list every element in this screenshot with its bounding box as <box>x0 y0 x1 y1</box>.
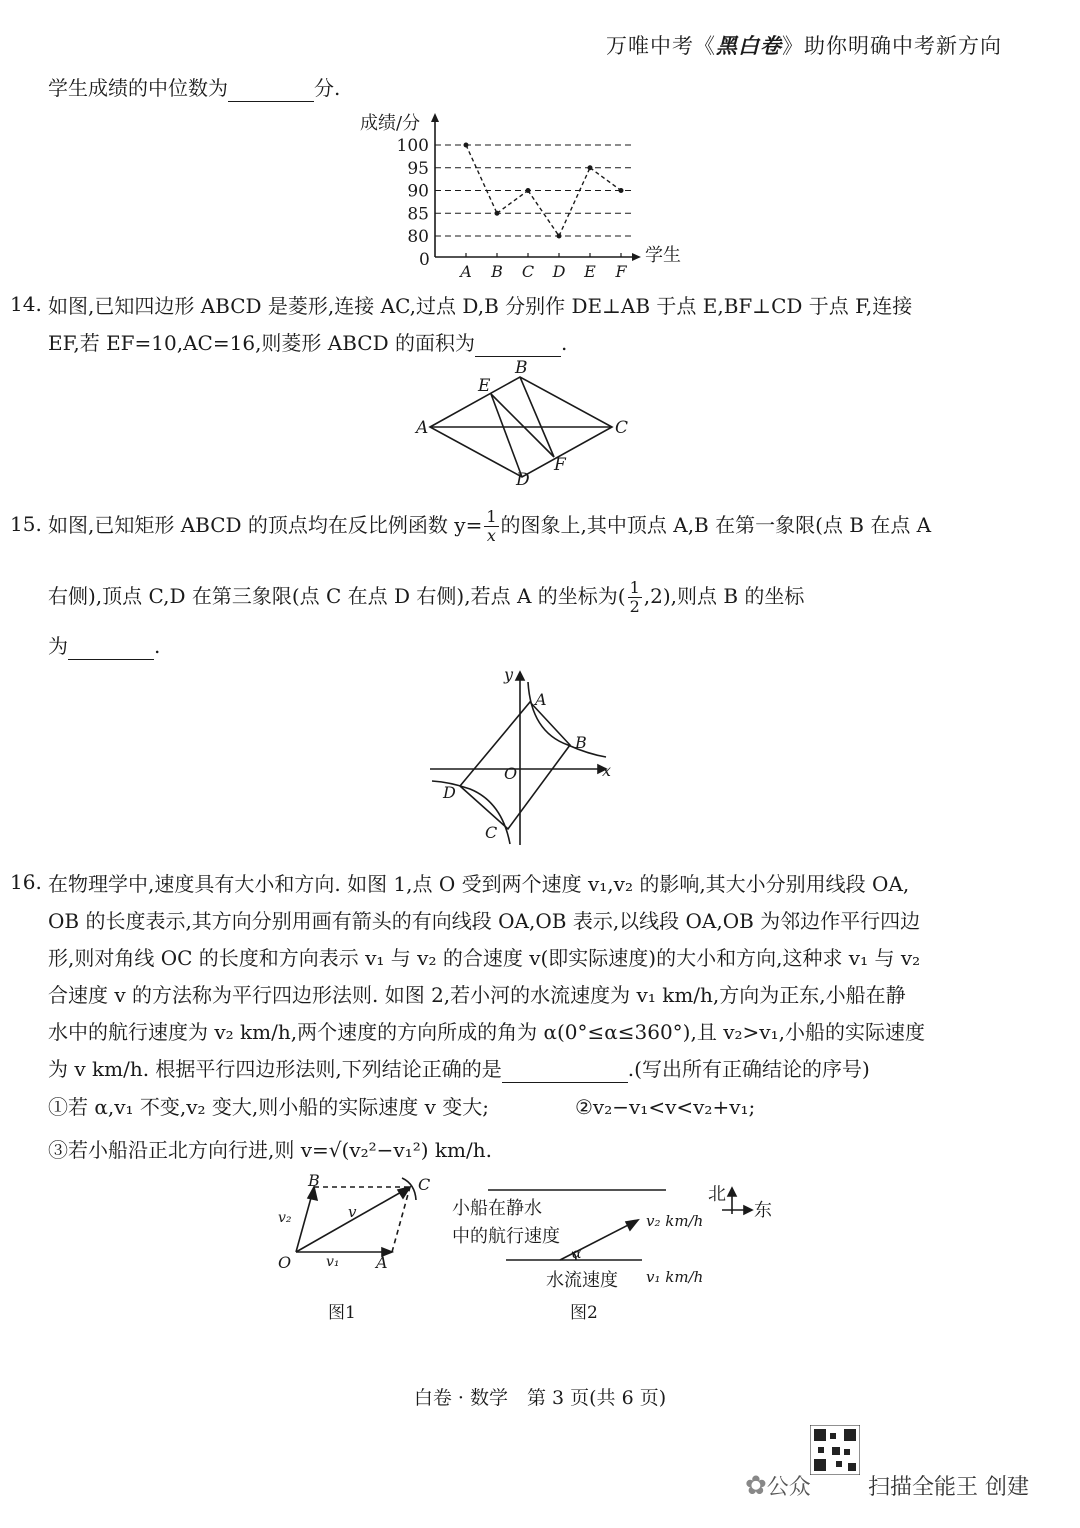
label-b: B <box>575 733 587 752</box>
label-c: C <box>485 823 498 842</box>
q15-line3: 为 . <box>48 634 161 658</box>
x-tick-label: C <box>521 262 535 280</box>
qr-code-icon[interactable] <box>810 1425 860 1475</box>
q16-line2: OB 的长度表示,其方向分别用画有箭头的有向线段 OA,OB 表示,以线段 OA,OB 为邻边作平行四边 <box>48 909 921 933</box>
x-tick-label: E <box>584 262 596 280</box>
figure-2-caption: 图2 <box>570 1303 598 1323</box>
page-header: 万唯中考《黑白卷》助你明确中考新方向 <box>606 34 1002 58</box>
q14-line2: EF,若 EF=10,AC=16,则菱形 ABCD 的面积为 . <box>48 331 568 355</box>
wechat-icon: ✿ <box>745 1471 767 1501</box>
q14-line1: 如图,已知四边形 ABCD 是菱形,连接 AC,过点 D,B 分别作 DE⊥AB 于点 E,BF⊥CD 于点 F,连接 <box>48 294 913 318</box>
label-d: D <box>443 783 456 802</box>
label-e: E <box>478 376 491 396</box>
segment-ef <box>491 394 554 457</box>
y-axis-arrow <box>516 672 524 680</box>
x-tick-label: B <box>491 262 503 280</box>
q16-line5: 水中的航行速度为 v₂ km/h,两个速度的方向所成的角为 α(0°≤α≤360°),且 v₂>v₁,小船的实际速度 <box>48 1020 925 1044</box>
q15-line1: 如图,已知矩形 ABCD 的顶点均在反比例函数 y= $\frac{1}{x}$ 的图象上,其中顶点 A,B 在第一象限(点 B 在点 A <box>48 507 932 545</box>
y-tick-label: 80 <box>407 227 429 247</box>
q14-number: 14. <box>10 292 42 316</box>
label-b: B <box>515 360 528 378</box>
label-c: C <box>418 1175 431 1194</box>
label-a: A <box>535 690 547 709</box>
data-point <box>495 211 500 216</box>
data-point <box>557 234 562 239</box>
q15-number: 15. <box>10 512 42 536</box>
data-point <box>526 188 531 193</box>
label-alpha: α <box>572 1246 582 1262</box>
q16-option-1: ①若 α,v₁ 不变,v₂ 变大,则小船的实际速度 v 变大; <box>48 1095 490 1119</box>
watermark-left: ✿公众 <box>745 1471 811 1501</box>
figure-1-parallelogram <box>270 1170 450 1330</box>
q16-line1: 在物理学中,速度具有大小和方向. 如图 1,点 O 受到两个速度 v₁,v₂ 的影响,其大小分别用线段 OA, <box>48 872 910 896</box>
hyperbola-figure <box>428 662 618 852</box>
q16-number: 16. <box>10 870 42 894</box>
data-line-segment <box>590 168 621 191</box>
y-tick-label: 100 <box>396 136 429 156</box>
figure-2-river <box>440 1172 780 1332</box>
answer-blank[interactable] <box>228 79 314 102</box>
label-x: x <box>602 761 612 780</box>
answer-blank[interactable] <box>475 334 561 357</box>
page-footer: 白卷 · 数学 第 3 页(共 6 页) <box>413 1387 667 1409</box>
data-point <box>464 143 469 148</box>
label-d: D <box>516 470 530 490</box>
label-b: B <box>308 1171 320 1190</box>
data-point <box>619 188 624 193</box>
label-v2: v₂ <box>278 1210 292 1226</box>
y-axis-label: 成绩/分 <box>360 113 421 134</box>
x-axis-label: 学生 <box>645 245 681 266</box>
label-f: F <box>554 455 566 475</box>
segment-bf <box>520 377 554 457</box>
x-tick-label: D <box>552 262 566 280</box>
label-still-water: 小船在静水 <box>452 1198 542 1219</box>
label-v1: v₁ <box>326 1254 340 1270</box>
y-axis-arrow <box>431 113 439 122</box>
data-line-segment <box>528 191 559 237</box>
score-line-chart <box>350 105 700 280</box>
answer-blank[interactable] <box>68 637 154 660</box>
dashed-ac <box>392 1187 410 1252</box>
segment-de <box>491 394 522 477</box>
label-a: A <box>416 418 429 438</box>
rhombus-figure <box>408 360 638 490</box>
label-a: A <box>376 1253 388 1272</box>
label-still-water-2: 中的航行速度 <box>452 1226 560 1247</box>
origin-label: 0 <box>419 250 430 270</box>
label-east: 东 <box>754 1200 772 1221</box>
label-flow: 水流速度 <box>546 1270 618 1291</box>
y-tick-label: 95 <box>407 158 429 179</box>
watermark-right: 扫描全能王 创建 <box>868 1475 1029 1500</box>
label-v1-unit: v₁ km/h <box>646 1268 704 1286</box>
label-o: O <box>278 1253 292 1272</box>
q16-option-2: ②v₂−v₁<v<v₂+v₁; <box>575 1095 756 1119</box>
q16-line6: 为 v km/h. 根据平行四边形法则,下列结论正确的是 .(写出所有正确结论的序号) <box>48 1057 870 1081</box>
data-line-segment <box>559 168 590 236</box>
label-c: C <box>615 418 629 438</box>
x-tick-label: F <box>615 262 627 280</box>
data-line-segment <box>497 191 528 214</box>
data-line-segment <box>466 145 497 213</box>
answer-blank[interactable] <box>502 1060 628 1083</box>
q16-line4: 合速度 v 的方法称为平行四边形法则. 如图 2,若小河的水流速度为 v₁ km/h,方向为正东,小船在静 <box>48 983 906 1007</box>
label-v2-unit: v₂ km/h <box>646 1212 704 1230</box>
label-v: v <box>348 1203 357 1221</box>
q13-tail: 学生成绩的中位数为 分. <box>48 76 341 100</box>
label-y: y <box>504 665 514 684</box>
label-north: 北 <box>708 1184 726 1205</box>
x-tick-label: A <box>460 262 472 280</box>
y-tick-label: 85 <box>407 204 429 225</box>
y-tick-label: 90 <box>407 181 429 202</box>
label-o: O <box>504 764 518 783</box>
x-axis-arrow <box>632 253 641 261</box>
q15-line2: 右侧),顶点 C,D 在第三象限(点 C 在点 D 右侧),若点 A 的坐标为( $\frac{1}{2}$ ,2),则点 B 的坐标 <box>48 578 805 616</box>
data-point <box>588 165 593 170</box>
figure-1-caption: 图1 <box>328 1303 356 1323</box>
q16-option-3: ③若小船沿正北方向行进,则 v=√(v₂²−v₁²) km/h. <box>48 1138 492 1162</box>
q16-line3: 形,则对角线 OC 的长度和方向表示 v₁ 与 v₂ 的合速度 v(即实际速度)的大小和方向,这种求 v₁ 与 v₂ <box>48 946 921 970</box>
